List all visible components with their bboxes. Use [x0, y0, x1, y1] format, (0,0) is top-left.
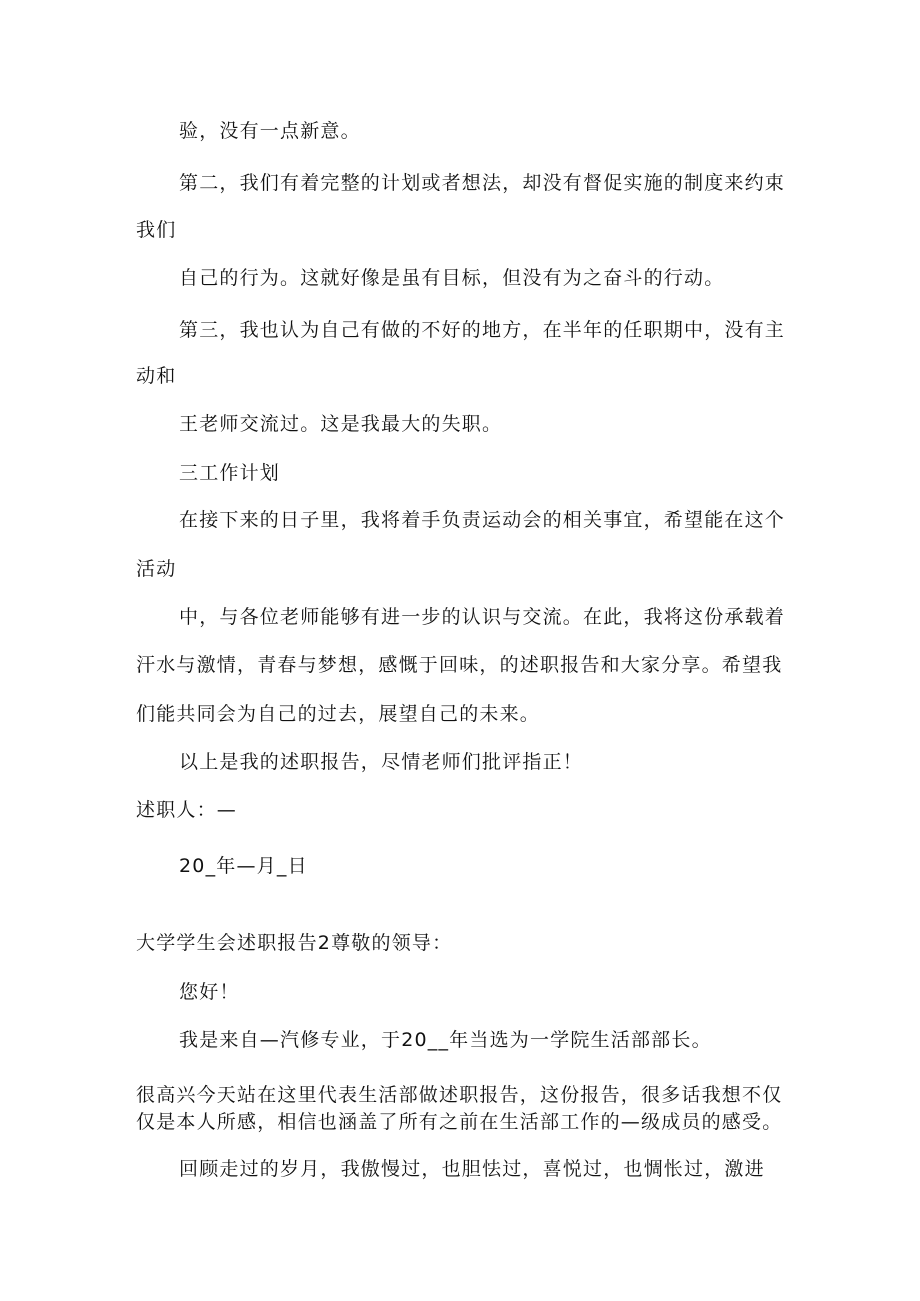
- report-title-line: 大学学生会述职报告2尊敬的领导：: [136, 932, 453, 954]
- section-heading: 三工作计划: [179, 462, 281, 484]
- text-line-5: 第三，我也认为自己有做的不好的地方，在半年的任职期中，没有主: [179, 319, 786, 341]
- text-line-7: 王老师交流过。这是我最大的失职。: [179, 413, 503, 435]
- text-line-1: 验，没有一点新意。: [179, 120, 361, 142]
- text-line-9: 在接下来的日子里，我将着手负责运动会的相关事宜，希望能在这个: [179, 509, 786, 531]
- text-line-12: 汗水与激情，青春与梦想，感慨于回味，的述职报告和大家分享。希望我: [136, 654, 783, 676]
- text-line-13: 们能共同会为自己的过去，展望自己的未来。: [136, 703, 541, 725]
- text-line-22: 回顾走过的岁月，我傲慢过，也胆怯过，喜悦过，也惆怅过，激进: [179, 1158, 765, 1180]
- text-line-2: 第二，我们有着完整的计划或者想法，却没有督促实施的制度来约束: [179, 172, 786, 194]
- text-line-6: 动和: [136, 365, 177, 387]
- reporter-line: 述职人：—: [136, 799, 238, 821]
- text-line-14: 以上是我的述职报告，尽情老师们批评指正！: [179, 751, 584, 773]
- text-line-20: 很高兴今天站在这里代表生活部做述职报告，这份报告，很多话我想不仅: [136, 1084, 783, 1106]
- date-line: 20_年—月_日: [179, 855, 308, 877]
- text-line-21: 仅是本人所感，相信也涵盖了所有之前在生活部工作的—级成员的感受。: [136, 1111, 783, 1133]
- greeting-line: 您好！: [179, 981, 240, 1003]
- text-line-11: 中，与各位老师能够有进一步的认识与交流。在此，我将这份承载着: [179, 606, 786, 628]
- text-line-19: 我是来自—汽修专业，于20__年当选为一学院生活部部长。: [179, 1029, 712, 1051]
- text-line-4: 自己的行为。这就好像是虽有目标，但没有为之奋斗的行动。: [179, 267, 725, 289]
- text-line-3: 我们: [136, 219, 177, 241]
- text-line-10: 活动: [136, 558, 177, 580]
